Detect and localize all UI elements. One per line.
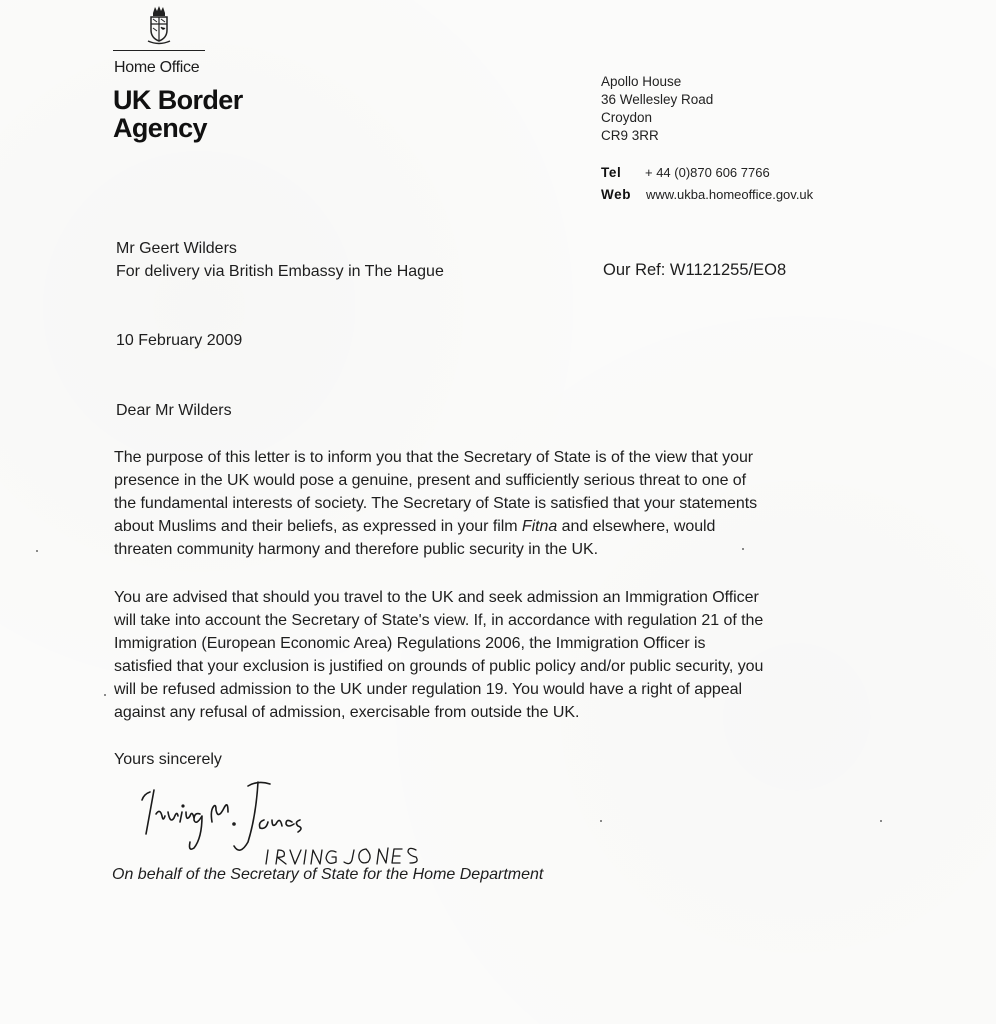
salutation: Dear Mr Wilders <box>116 402 232 419</box>
closing: Yours sincerely <box>114 751 222 768</box>
paragraph-line: will take into account the Secretary of State's view. If, in accordance with regulation 21 of the <box>114 612 764 629</box>
reference-number: Our Ref: W1121255/EO8 <box>603 261 787 279</box>
tel-label: Tel <box>601 165 622 180</box>
sender-address-line: 36 Wellesley Road <box>601 92 714 107</box>
on-behalf-line: On behalf of the Secretary of State for the Home Department <box>112 866 544 883</box>
agency-name-line2: Agency <box>113 113 207 143</box>
crest-divider <box>113 50 205 51</box>
scan-speck <box>104 694 106 696</box>
recipient-name: Mr Geert Wilders <box>116 240 237 257</box>
paragraph-line: threaten community harmony and therefore public security in the UK. <box>114 541 599 558</box>
scan-speck <box>600 820 602 822</box>
paragraph-text: about Muslims and their beliefs, as expressed in your film <box>114 518 522 535</box>
paragraph-text: and elsewhere, would <box>557 518 716 535</box>
film-title: Fitna <box>521 518 558 535</box>
paragraph-line: The purpose of this letter is to inform you that the Secretary of State is of the view that your <box>114 449 754 466</box>
sender-address-line: Croydon <box>601 110 653 125</box>
scan-speck <box>742 548 744 550</box>
paragraph-line: satisfied that your exclusion is justified on grounds of public policy and/or public security, you <box>114 658 764 675</box>
handwritten-signature <box>130 772 430 872</box>
scan-speck <box>36 550 38 552</box>
agency-name-line1: UK Border <box>113 85 243 115</box>
sender-address-line: Apollo House <box>601 74 682 89</box>
letter-date: 10 February 2009 <box>116 332 243 349</box>
paragraph-line: the fundamental interests of society. The Secretary of State is satisfied that your statements <box>114 495 758 512</box>
recipient-delivery: For delivery via British Embassy in The Hague <box>116 263 444 280</box>
web-value: www.ukba.homeoffice.gov.uk <box>646 187 814 202</box>
paragraph-line <box>114 518 715 536</box>
royal-crest-icon <box>146 4 172 46</box>
paragraph-line: Immigration (European Economic Area) Regulations 2006, the Immigration Officer is <box>114 635 706 652</box>
paragraph-line: You are advised that should you travel to the UK and seek admission an Immigration Officer <box>114 589 759 606</box>
department-name: Home Office <box>114 59 200 76</box>
paragraph-line: against any refusal of admission, exercisable from outside the UK. <box>114 704 580 721</box>
sender-address-line: CR9 3RR <box>601 128 659 143</box>
paragraph-line: presence in the UK would pose a genuine, present and sufficiently serious threat to one of <box>114 472 747 489</box>
web-label: Web <box>601 187 632 202</box>
scan-speck <box>880 820 882 822</box>
paragraph-line: will be refused admission to the UK under regulation 19. You would have a right of appeal <box>114 681 742 698</box>
tel-value: + 44 (0)870 606 7766 <box>645 165 770 180</box>
